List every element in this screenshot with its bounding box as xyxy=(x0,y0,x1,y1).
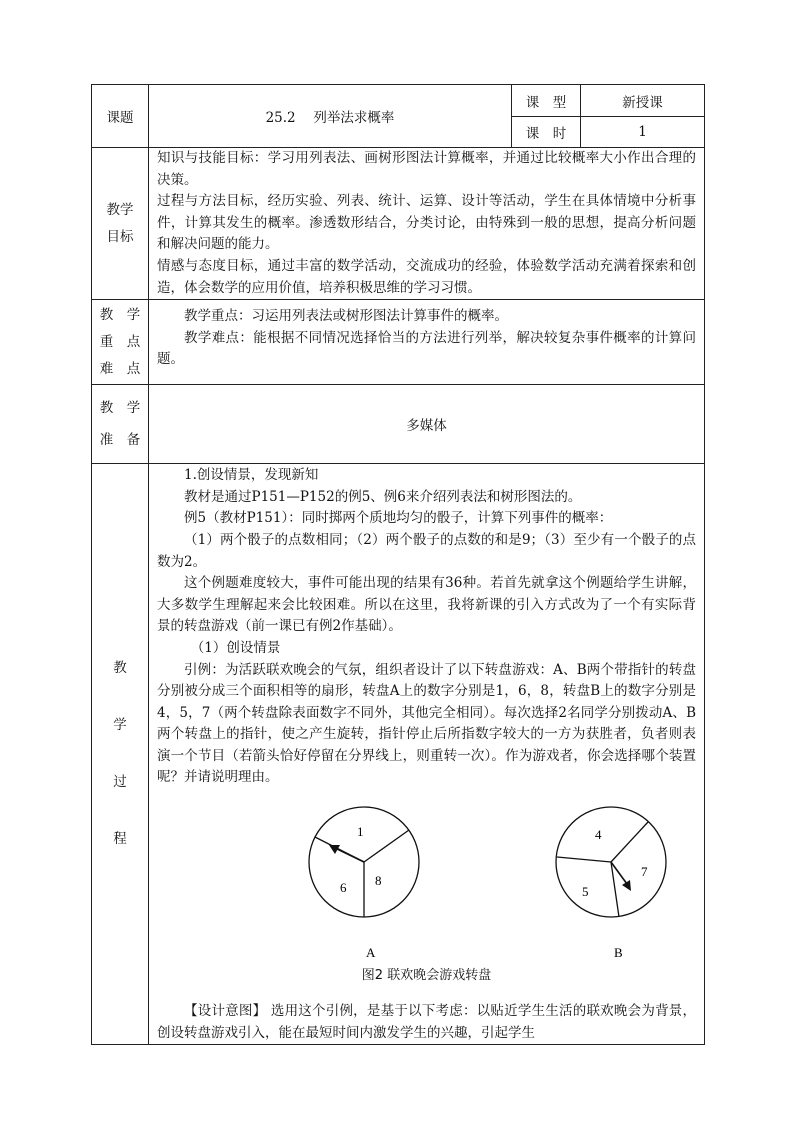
design-intent-tag: 【设计意图】 xyxy=(184,1003,267,1020)
spinner-b-arrowhead xyxy=(622,880,631,891)
process-intro: 教材是通过P151—P152的例5、例6来介绍列表法和树形图法的。 xyxy=(184,488,582,505)
example-5: 例5（教材P151）：同时掷两个质地均匀的骰子，计算下列事件的概率： xyxy=(184,510,613,527)
design-intent xyxy=(157,1001,696,1044)
goals-label: 教学 目标 xyxy=(92,148,149,300)
spinner-b-label: B xyxy=(614,945,623,961)
lesson-plan-table xyxy=(91,84,705,1045)
example-5-note: 这个例题难度较大，事件可能出现的结果有36种。若首先就拿这个例题给学生讲解，大多数学生理解起来会比较困难。所以在这里，我将新课的引入方式改为了一个有实际背景的转盘游戏（前一课已有例2作基础）。 xyxy=(157,575,696,635)
topic-label: 课题 xyxy=(92,85,149,148)
teaching-difficulty: 教学难点：能根据不同情况选择恰当的方法进行列举，解决较复杂事件概率的计算问题。 xyxy=(157,329,696,368)
goal-process: 过程与方法目标，经历实验、列表、统计、运算、设计等活动，学生在具体情境中分析事件，计算其发生的概率。渗透数形结合，分类讨论，由特殊到一般的思想，提高分析问题和解决问题的能力。 xyxy=(157,193,696,253)
class-hours-value: 1 xyxy=(581,117,705,148)
goal-knowledge: 知识与技能目标：学习用列表法、画树形图法计算概率，并通过比较概率大小作出合理的决策。 xyxy=(157,150,696,188)
class-hours-label: 课 时 xyxy=(512,117,581,148)
lesson-type-label: 课 型 xyxy=(512,85,581,117)
spinner-a xyxy=(309,807,419,960)
spinner-figure xyxy=(157,805,696,984)
prep-content: 多媒体 xyxy=(149,385,705,464)
scenario-heading: （1）创设情景 xyxy=(190,639,281,656)
spinner-b xyxy=(556,807,666,960)
process-label: 教 学 过 程 xyxy=(92,464,149,1045)
key-points-content xyxy=(149,300,705,385)
spinner-a-number-1: 1 xyxy=(357,824,364,840)
spinner-a-pointer xyxy=(333,847,364,862)
spinner-a-number-6: 6 xyxy=(340,880,347,896)
spinner-a-number-8: 8 xyxy=(375,873,382,889)
spinner-a-label: A xyxy=(366,945,376,961)
example-5-questions: （1）两个骰子的点数相同；（2）两个骰子的点数的和是9；（3）至少有一个骰子的点数为2。 xyxy=(157,531,696,570)
spinner-diagram xyxy=(157,805,754,977)
teaching-focus: 教学重点：习运用列表法或树形图法计算事件的概率。 xyxy=(184,308,508,325)
spinner-b-number-4: 4 xyxy=(595,827,602,843)
process-content xyxy=(149,464,705,1045)
spinner-b-number-7: 7 xyxy=(641,864,648,880)
lead-in-example: 引例：为活跃联欢晚会的气氛，组织者设计了以下转盘游戏：A、B两个带指针的转盘分别被分成三个面积相等的扇形，转盘A上的数字分别是1，6，8，转盘B上的数字分别是4，5，7（两个转盘除表面数字不同外，其他完全相同）。每次选择2名同学分别拨动A、B两个转盘上的指针，使之产生旋转，指针停止后所指数字较大的一方为获胜者，负者则表演一个节目（若箭头恰好停留在分界线上，则重转一次）。作为游戏者，你会选择哪个装置呢？并请说明理由。 xyxy=(157,661,696,786)
topic-title: 25.2 列举法求概率 xyxy=(149,85,512,148)
process-step-heading: 1.创设情景，发现新知 xyxy=(184,467,319,484)
prep-label: 教 学 准 备 xyxy=(92,385,149,464)
lesson-type-value: 新授课 xyxy=(581,85,705,117)
design-intent-text: 选用这个引例，是基于以下考虑：以贴近学生生活的联欢晚会为背景，创设转盘游戏引入，能在最短时间内激发学生的兴趣，引起学生 xyxy=(157,1003,697,1041)
goal-attitude: 情感与态度目标，通过丰富的数学活动，交流成功的经验，体验数学活动充满着探索和创造，体会数学的应用价值，培养积极思维的学习习惯。 xyxy=(157,257,696,296)
spinner-b-number-5: 5 xyxy=(582,884,589,900)
figure-caption: 图2 联欢晚会游戏转盘 xyxy=(361,968,492,984)
key-points-label: 教 学 重 点 难 点 xyxy=(92,300,149,385)
goals-content xyxy=(149,148,705,300)
